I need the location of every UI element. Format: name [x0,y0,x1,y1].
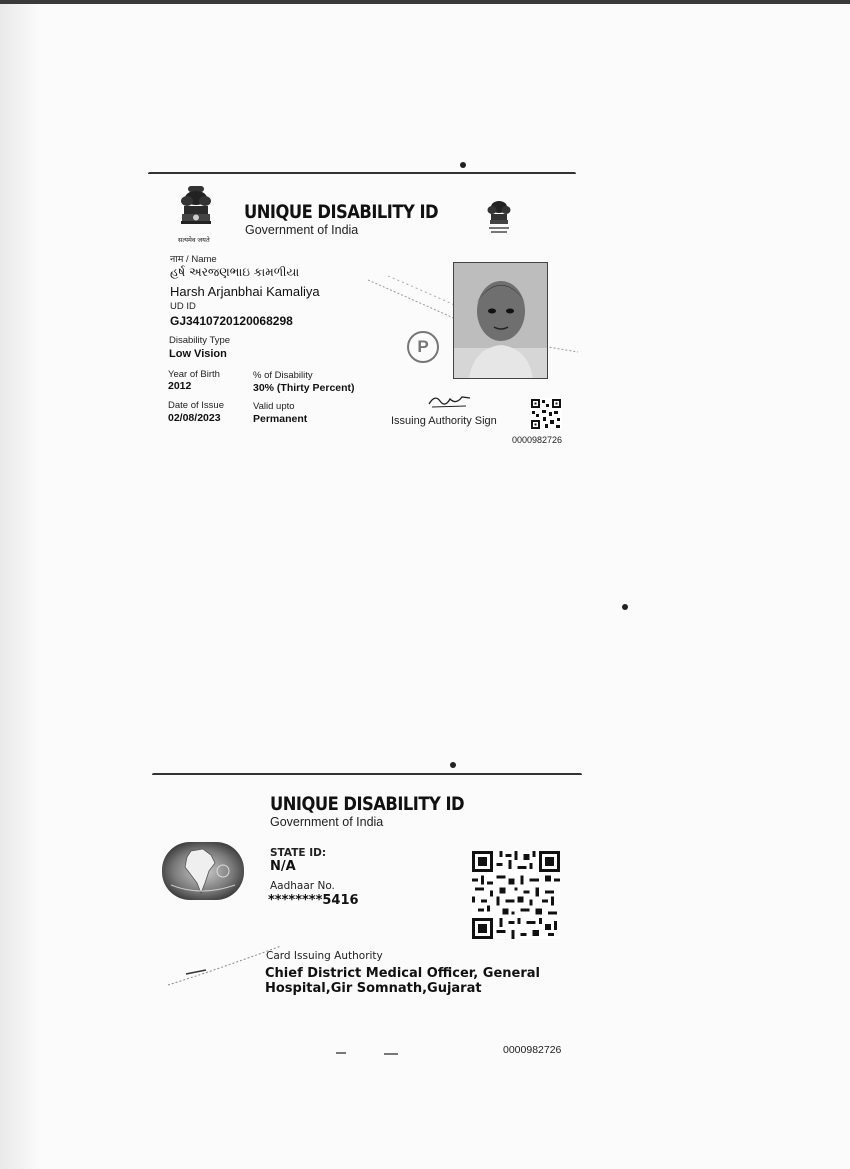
india-map-hologram-icon [161,841,245,901]
issuing-authority-line-1: Chief District Medical Officer, General [265,966,540,981]
issuing-authority-sign-label: Issuing Authority Sign [391,415,497,427]
valid-upto-value: Permanent [253,413,308,425]
state-id-label: STATE ID: [270,847,327,859]
card-title: UNIQUE DISABILITY ID [244,201,439,223]
card-front-top-border [148,172,576,174]
p-mark-icon: P [407,331,439,363]
name-gujarati: હર્ષ અરજણભાઇ કામળીયા [170,265,300,279]
year-of-birth-label: Year of Birth [168,369,220,380]
back-serial-number: 0000982726 [503,1044,562,1056]
state-id-value: N/A [270,859,296,874]
card-back-title: UNIQUE DISABILITY ID [270,793,465,815]
disability-type-label: Disability Type [169,335,231,346]
year-of-birth-value: 2012 [168,380,192,392]
name-label: नाम / Name [170,254,217,265]
issuing-authority-line-2: Hospital,Gir Somnath,Gujarat [265,981,482,996]
scan-speck [622,604,628,610]
udid-label: UD ID [170,301,196,312]
signature-icon [426,391,472,409]
aadhaar-label: Aadhaar No. [270,880,335,892]
disability-percent-label: % of Disability [253,370,313,381]
scan-speck [450,762,456,768]
qr-code-icon [530,398,562,430]
ashoka-emblem-small-icon [486,198,512,236]
scan-edge [0,0,40,1169]
ashoka-emblem-icon [176,184,216,236]
card-issuing-authority-label: Card Issuing Authority [266,950,383,962]
card-back-top-border [152,773,582,775]
front-serial-number: 0000982726 [512,435,563,445]
date-of-issue-value: 02/08/2023 [168,412,221,424]
large-qr-code-icon [472,851,560,939]
scan-dash [336,1052,346,1054]
card-subtitle: Government of India [245,223,359,237]
holder-name: Harsh Arjanbhai Kamaliya [170,284,320,299]
valid-upto-label: Valid upto [253,401,295,412]
holder-photo [453,262,548,379]
scan-top-edge [0,0,850,4]
disability-type-value: Low Vision [169,348,227,360]
aadhaar-value: ********5416 [268,893,359,908]
card-back-subtitle: Government of India [270,815,384,829]
scan-speck [460,162,466,168]
scan-dash [384,1053,398,1055]
udid-value: GJ3410720120068298 [170,314,293,328]
date-of-issue-label: Date of Issue [168,400,224,411]
disability-percent-value: 30% (Thirty Percent) [253,382,355,394]
emblem-motto: सत्यमेव जयते [178,237,210,244]
